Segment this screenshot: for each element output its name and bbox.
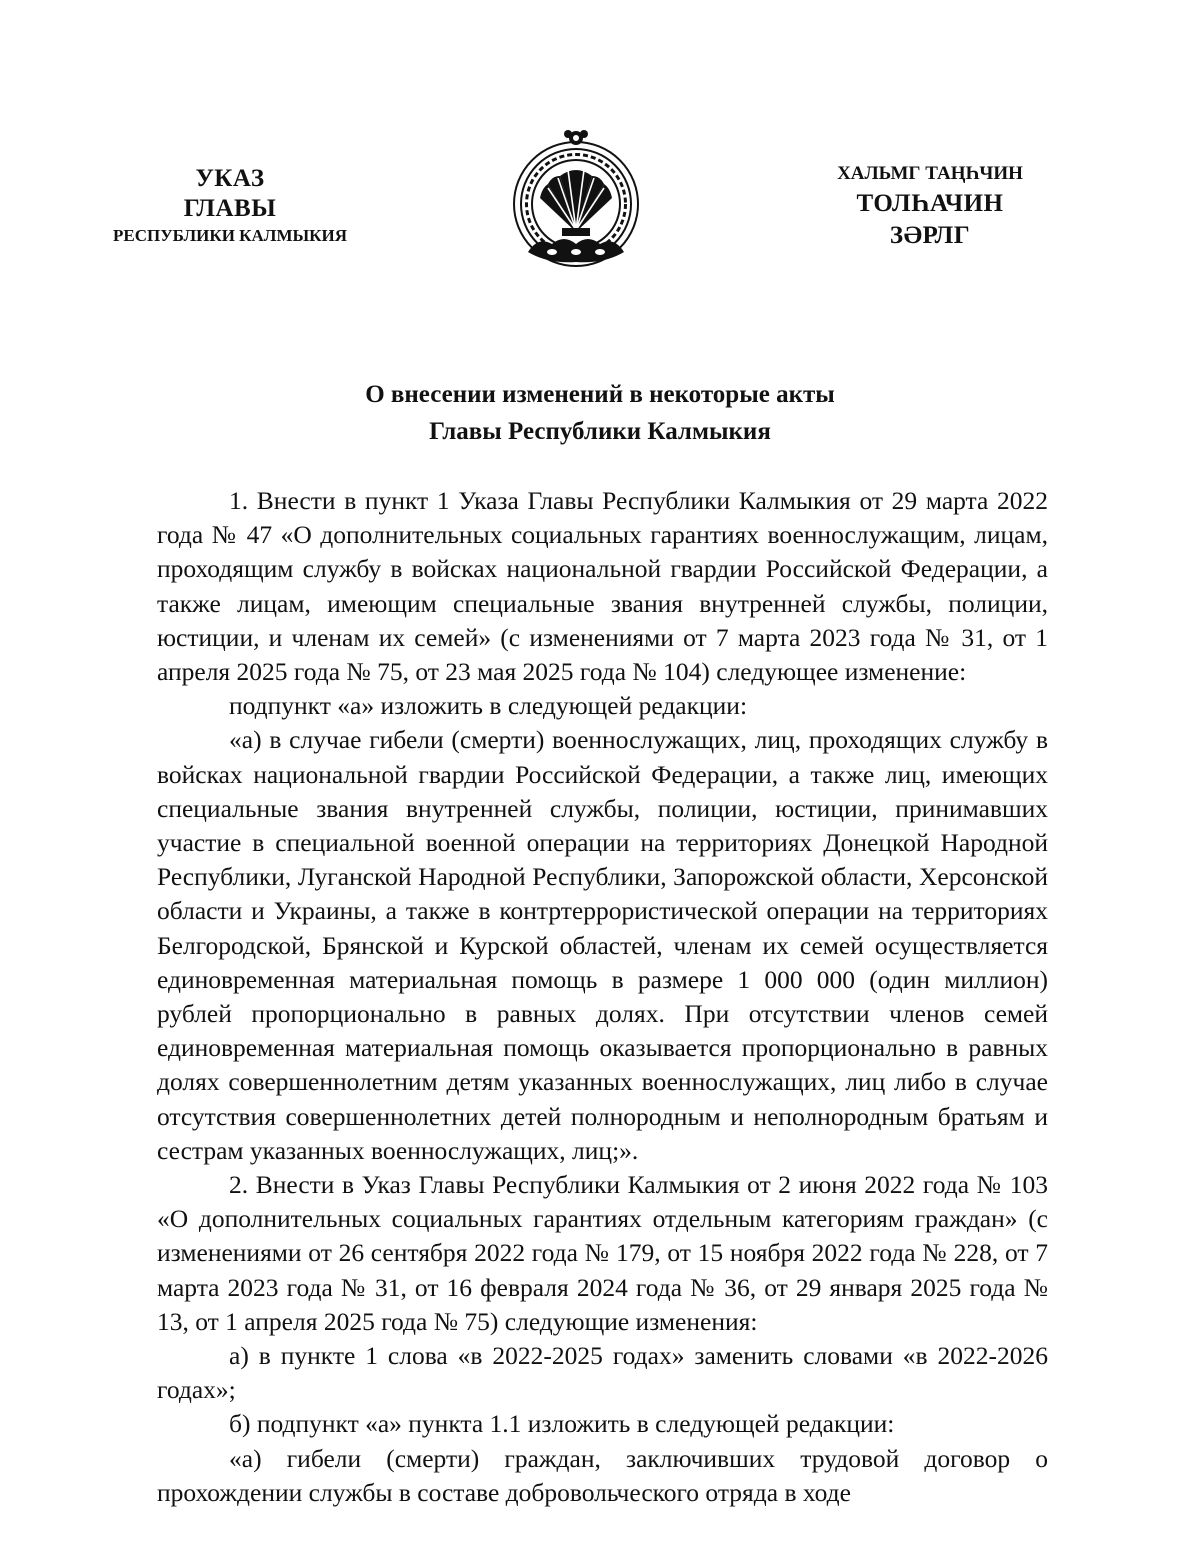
calmykia-coat-of-arms-icon	[508, 124, 644, 274]
paragraph-subitem-a-text: «а) в случае гибели (смерти) военнослужащих, лиц, проходящих службу в войсках национальной гвардии Российской Федерации, а также лиц, имеющих специальные звания внутренней службы, полиции, юстиции, принимавших участие в специальной военной операции на территориях Донецкой Народной Республики, Луганской Народной Республики, Запорожской области, Херсонской области и Украины, а также в контртеррористической операции на территориях Белгородской, Брянской и Курской областей, членам их семей осуществляется единовременная материальная помощь в размере 1 000 000 (один миллион) рублей пропорционально в равных долях. При отсутствии членов семей единовременная материальная помощь оказывается пропорционально в равных долях совершеннолетним детям указанных военнослужащих, лиц либо в случае отсутствия совершеннолетних детей полнородным и неполнородным братьям и сестрам указанных военнослужащих, лиц;».	[157, 725, 1048, 1165]
document-title-line-2: Главы Республики Калмыкия	[429, 418, 771, 445]
document-title-line-1: О внесении изменений в некоторые акты	[365, 381, 835, 408]
header-kalmyk-line-2: ТОЛҺАЧИН	[856, 190, 1004, 217]
paragraph-item-2-b: б) подпункт «а» пункта 1.1 изложить в следующей редакции:	[229, 1409, 895, 1439]
document-title	[150, 376, 1050, 450]
paragraph-item-1: 1. Внести в пункт 1 Указа Главы Республики Калмыкия от 29 марта 2022 года № 47 «О дополнительных социальных гарантиях военнослужащим, лицам, проходящим службу в войсках национальной гвардии Российской Федерации, а также лицам, имеющим специальные звания внутренней службы, полиции, юстиции, и членам их семей» (с изменениями от 7 марта 2023 года № 31, от 1 апреля 2025 года № 75, от 23 мая 2025 года № 104) следующее изменение:	[157, 486, 1048, 687]
document-body	[157, 484, 1048, 1510]
header-ru-line-3: РЕСПУБЛИКИ КАЛМЫКИЯ	[112, 226, 348, 245]
header-kalmyk-line-1: ХАЛЬМГ ТАҢҺЧИН	[837, 163, 1023, 184]
paragraph-item-2-b-text: «а) гибели (смерти) граждан, заключивших трудовой договор о прохождении службы в составе добровольческого отряда в ходе	[157, 1443, 1048, 1507]
paragraph-subitem-a-intro: подпункт «а» изложить в следующей редакции:	[229, 691, 748, 721]
paragraph-item-2: 2. Внести в Указ Главы Республики Калмыкия от 2 июня 2022 года № 103 «О дополнительных социальных гарантиях отдельным категориям граждан» (с изменениями от 26 сентября 2022 года № 179, от 15 ноября 2022 года № 228, от 7 марта 2023 года № 31, от 16 февраля 2024 года № 36, от 29 января 2025 года № 13, от 1 апреля 2025 года № 75) следующие изменения:	[157, 1170, 1048, 1336]
paragraph-item-2-a: а) в пункте 1 слова «в 2022-2025 годах» заменить словами «в 2022-2026 годах»;	[157, 1341, 1048, 1405]
header-kalmyk-line-3: ЗӘРЛГ	[889, 222, 971, 249]
document-type-header-kalmyk	[780, 160, 1080, 252]
header-ru-line-2: ГЛАВЫ	[183, 195, 277, 222]
document-type-header-ru	[80, 164, 380, 248]
header-ru-line-1: УКАЗ	[195, 165, 265, 192]
